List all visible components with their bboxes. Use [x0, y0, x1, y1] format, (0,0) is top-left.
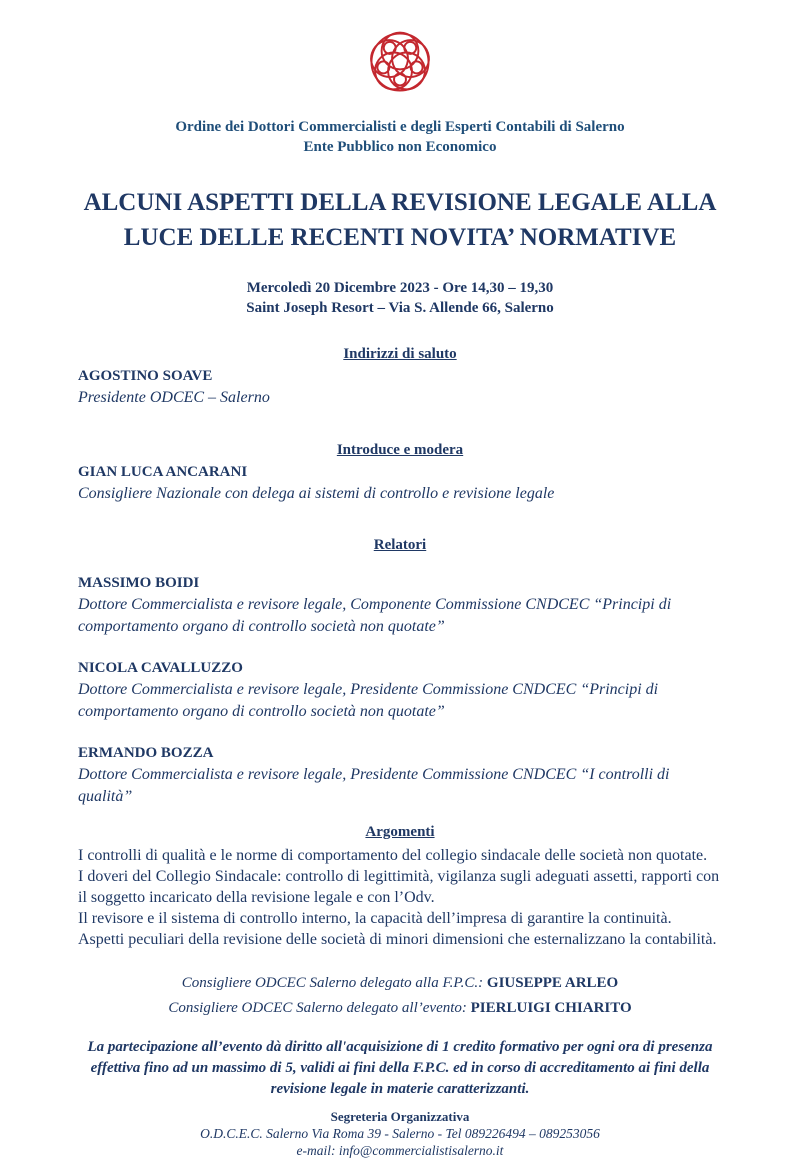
- odcec-logo: [78, 16, 722, 113]
- knot-logo-icon: [354, 16, 446, 108]
- speaker-name: GIAN LUCA ANCARANI: [78, 464, 248, 480]
- speaker-ancarani: [78, 462, 722, 505]
- footer-email: e-mail: info@commercialistisalerno.it: [296, 1143, 504, 1158]
- speaker-name: MASSIMO BOIDI: [78, 575, 200, 591]
- speaker-name: NICOLA CAVALLUZZO: [78, 660, 243, 676]
- event-when: [78, 278, 722, 318]
- speaker-role: Dottore Commercialista e revisore legale, Componente Commissione CNDCEC “Principi di comportamento organo di controllo società non quotate”: [78, 596, 672, 635]
- speaker-role: Presidente ODCEC – Salerno: [78, 389, 270, 406]
- argomenti-item: Il revisore e il sistema di controllo interno, la capacità dell’impresa di garantire la continuità.: [78, 910, 672, 927]
- speaker-soave: [78, 366, 722, 409]
- delegate-name: GIUSEPPE ARLEO: [486, 975, 619, 991]
- speaker-name: AGOSTINO SOAVE: [78, 368, 213, 384]
- org-header: [78, 117, 722, 157]
- event-datetime: Mercoledì 20 Dicembre 2023 - Ore 14,30 – 19,30: [246, 280, 554, 296]
- argomenti-body: [78, 845, 722, 950]
- speaker-role: Consigliere Nazionale con delega ai sistemi di controllo e revisione legale: [78, 485, 555, 502]
- event-venue: Saint Joseph Resort – Via S. Allende 66, Salerno: [246, 300, 554, 316]
- section-heading-saluto: Indirizzi di saluto: [343, 346, 457, 362]
- argomenti-item: I controlli di qualità e le norme di comportamento del collegio sindacale delle società non quotate.: [78, 847, 708, 864]
- footer: [78, 1109, 722, 1159]
- delegate-label: Consigliere ODCEC Salerno delegato all’evento:: [168, 1000, 467, 1016]
- argomenti-item: I doveri del Collegio Sindacale: controllo di legittimità, vigilanza sugli adeguati assetti, rapporti con il soggetto incaricato della revisione legale e con l’Odv.: [78, 868, 720, 906]
- section-heading-modera: Introduce e modera: [336, 442, 464, 458]
- section-heading-argomenti: Argomenti: [365, 824, 435, 840]
- speaker-name: ERMANDO BOZZA: [78, 745, 214, 761]
- footer-address: O.D.C.E.C. Salerno Via Roma 39 - Salerno - Tel 089226494 – 089253056: [200, 1126, 600, 1141]
- org-subtitle: Ente Pubblico non Economico: [303, 139, 497, 155]
- delegate-evento: [78, 996, 722, 1021]
- event-title: ALCUNI ASPETTI DELLA REVISIONE LEGALE ALLA LUCE DELLE RECENTI NOVITA’ NORMATIVE: [83, 189, 717, 251]
- delegate-fpc: [78, 971, 722, 996]
- org-name: Ordine dei Dottori Commercialisti e degli Esperti Contabili di Salerno: [175, 119, 625, 135]
- speaker-role: Dottore Commercialista e revisore legale, Presidente Commissione CNDCEC “Principi di comportamento organo di controllo società non quotate”: [78, 681, 659, 720]
- speaker-bozza: [78, 743, 722, 808]
- speaker-cavalluzzo: [78, 658, 722, 723]
- delegate-name: PIERLUIGI CHIARITO: [470, 1000, 632, 1016]
- footer-heading: Segreteria Organizzativa: [330, 1109, 470, 1124]
- credits-note: La partecipazione all’evento dà diritto all'acquisizione di 1 credito formativo per ogni ora di presenza effettiva fino ad un massimo di 5, validi ai fini della F.P.C. ed in corso di accreditamento ai fini della revisione legale in materie caratterizzanti.: [87, 1039, 713, 1097]
- speaker-boidi: [78, 573, 722, 638]
- delegate-label: Consigliere ODCEC Salerno delegato alla F.P.C.:: [181, 975, 484, 991]
- speaker-role: Dottore Commercialista e revisore legale, Presidente Commissione CNDCEC “I controlli di qualità”: [78, 766, 670, 805]
- argomenti-item: Aspetti peculiari della revisione delle società di minori dimensioni che esternalizzano la contabilità.: [78, 931, 717, 948]
- delegates-block: [78, 971, 722, 1021]
- section-heading-relatori: Relatori: [373, 537, 427, 553]
